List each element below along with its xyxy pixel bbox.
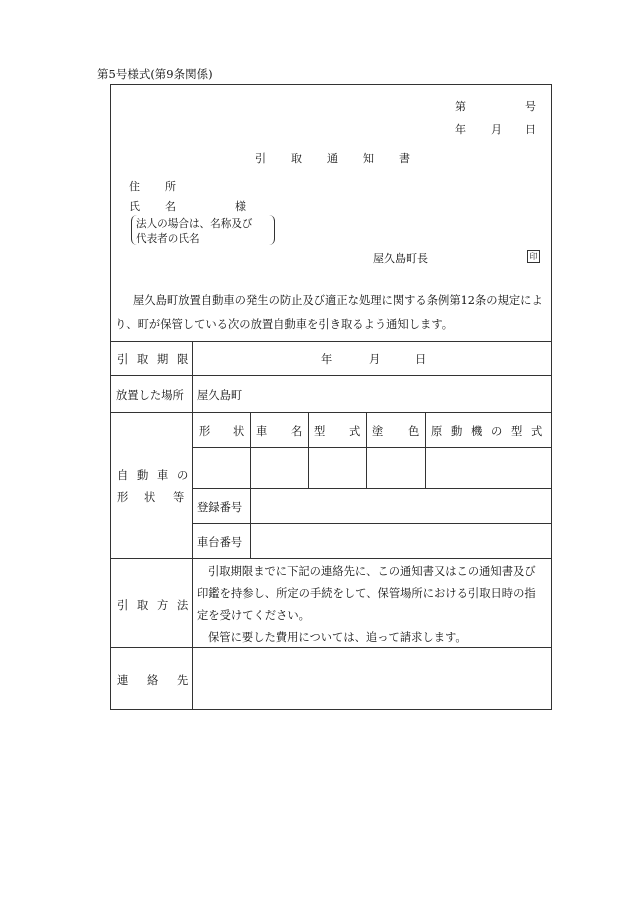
method-label-char: 取 [137, 599, 149, 612]
location-label: 放置した場所 [116, 389, 184, 402]
method-label-char: 方 [157, 599, 169, 612]
col-shape-char: 形 [199, 425, 211, 438]
title-char: 書 [399, 152, 410, 165]
method-line1: 引取期限までに下記の連絡先に、この通知書又はこの通知書及び [208, 565, 536, 578]
table-rule [111, 558, 552, 559]
table-rule [192, 447, 552, 448]
date-year: 年 [455, 123, 466, 136]
date-day: 日 [525, 123, 536, 136]
notice-line1: 屋久島町放置自動車の発生の防止及び適正な処理に関する条例第12条の規定によ [133, 294, 543, 307]
notice-line2: り、町が保管している次の放置自動車を引き取るよう通知します。 [115, 318, 454, 331]
name-label-char: 氏 [129, 200, 140, 213]
title-char: 通 [327, 152, 338, 165]
table-column-rule [250, 412, 251, 558]
col-color-char: 色 [408, 425, 420, 438]
col-color-char: 塗 [372, 425, 384, 438]
vehicle-label-char: の [177, 469, 189, 482]
col-engine-char: 原 [431, 425, 443, 438]
col-model-char: 式 [349, 425, 361, 438]
method-label-char: 引 [117, 599, 129, 612]
method-line3: 定を受けてください。 [197, 609, 310, 622]
deadline-month: 月 [369, 353, 381, 366]
location-value: 屋久島町 [197, 389, 243, 402]
table-rule [111, 647, 552, 648]
issuer-title: 屋久島町長 [373, 252, 428, 265]
table-column-rule [425, 412, 426, 488]
vehicle-label-char: 自 [117, 469, 129, 482]
col-carname-char: 車 [256, 425, 268, 438]
deadline-label-char: 取 [137, 353, 149, 366]
col-engine-char: 式 [531, 425, 543, 438]
col-engine-char: 機 [471, 425, 483, 438]
table-column-rule [308, 412, 309, 488]
seal-mark: 印 [527, 250, 540, 263]
number-prefix: 第 [455, 100, 466, 113]
deadline-day: 日 [415, 353, 427, 366]
deadline-year: 年 [321, 353, 333, 366]
vehicle-label-char: 動 [137, 469, 149, 482]
table-column-rule [192, 341, 193, 709]
deadline-label-char: 限 [177, 353, 189, 366]
col-engine-char: 型 [511, 425, 523, 438]
date-month: 月 [491, 123, 502, 136]
vehicle-label-char: 状 [144, 491, 156, 504]
address-label-char: 所 [165, 180, 176, 193]
vehicle-label-char: 形 [117, 491, 129, 504]
vehicle-label-char: 等 [173, 491, 185, 504]
name-label-char: 名 [165, 200, 176, 213]
chassis-label: 車台番号 [197, 536, 243, 549]
table-rule [192, 488, 552, 489]
address-label-char: 住 [129, 180, 140, 193]
contact-label-char: 先 [177, 674, 189, 687]
notice-form-frame [110, 84, 552, 710]
corp-note-line1: 法人の場合は、名称及び [136, 218, 253, 230]
table-rule [111, 341, 552, 342]
col-carname-char: 名 [291, 425, 303, 438]
method-line2: 印鑑を持参し、所定の手続をして、保管場所における引取日時の指 [197, 587, 536, 600]
method-line4: 保管に要した費用については、追って請求します。 [208, 631, 467, 644]
table-column-rule [366, 412, 367, 488]
form-number-label: 第5号様式(第9条関係) [97, 67, 213, 81]
table-rule [111, 412, 552, 413]
table-rule [192, 523, 552, 524]
contact-label-char: 連 [117, 674, 129, 687]
col-model-char: 型 [314, 425, 326, 438]
method-label-char: 法 [177, 599, 189, 612]
number-suffix: 号 [525, 100, 536, 113]
registration-label: 登録番号 [197, 501, 243, 514]
corp-note-line2: 代表者の氏名 [136, 233, 200, 245]
vehicle-label-char: 車 [157, 469, 169, 482]
title-char: 取 [291, 152, 302, 165]
deadline-label-char: 引 [117, 353, 129, 366]
col-engine-char: の [491, 425, 503, 438]
col-shape-char: 状 [233, 425, 245, 438]
deadline-label-char: 期 [157, 353, 169, 366]
col-engine-char: 動 [451, 425, 463, 438]
notice-text [111, 289, 556, 313]
honorific: 様 [235, 200, 246, 213]
title-char: 引 [255, 152, 266, 165]
table-rule [111, 375, 552, 376]
contact-label-char: 絡 [147, 674, 159, 687]
title-char: 知 [363, 152, 374, 165]
